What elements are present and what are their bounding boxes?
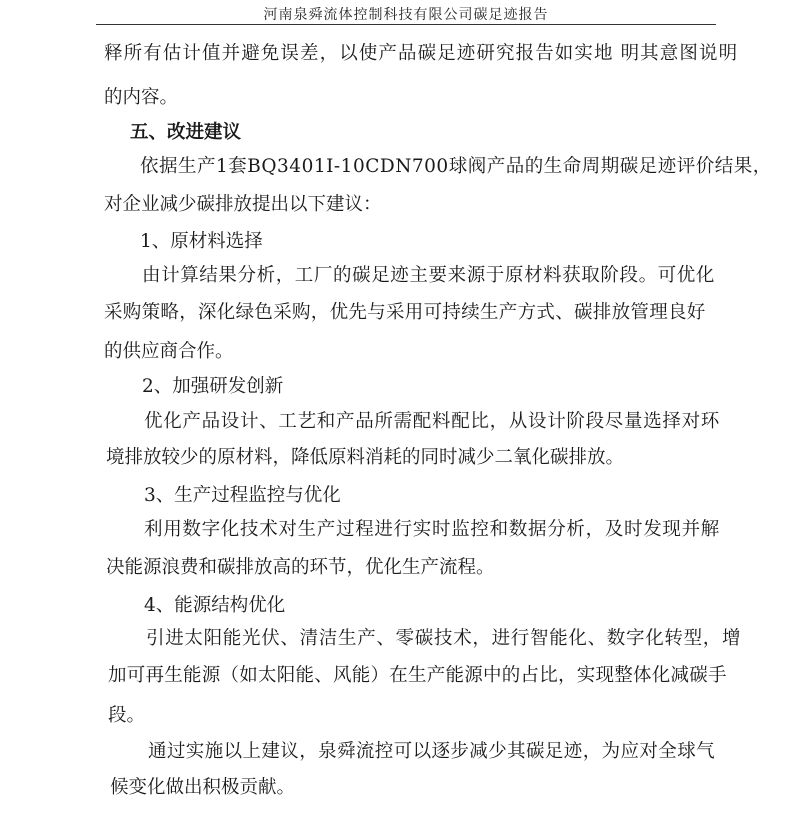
subsection-heading: 4、能源结构优化	[144, 595, 286, 616]
paragraph-line: 境排放较少的原材料，降低原料消耗的同时减少二氧化碳排放。	[106, 447, 625, 468]
subsection-heading: 3、生产过程监控与优化	[144, 485, 341, 506]
paragraph-line: 通过实施以上建议，泉舜流控可以逐步减少其碳足迹，为应对全球气	[148, 741, 716, 762]
paragraph-line: 利用数字化技术对生产过程进行实时监控和数据分析，及时发现并解	[144, 519, 721, 540]
paragraph-line: 候变化做出积极贡献。	[110, 777, 296, 798]
paragraph-line: 对企业减少碳排放提出以下建议：	[104, 194, 382, 215]
subsection-heading: 1、原材料选择	[140, 231, 263, 252]
paragraph-line: 的供应商合作。	[104, 341, 234, 362]
paragraph-line: 优化产品设计、工艺和产品所需配料配比，从设计阶段尽量选择对环	[144, 411, 721, 432]
paragraph-line: 加可再生能源（如太阳能、风能）在生产能源中的占比，实现整体化减碳手	[108, 665, 727, 686]
paragraph-line: 的内容。	[104, 87, 179, 108]
paragraph-line: 释所有估计值并避免误差，以使产品碳足迹研究报告如实地 明其意图说明	[104, 43, 739, 64]
paragraph-line: 段。	[108, 705, 146, 726]
paragraph-line: 引进太阳能光伏、清洁生产、零碳技术，进行智能化、数字化转型，增	[146, 628, 742, 649]
paragraph-line: 决能源浪费和碳排放高的环节，优化生产流程。	[106, 557, 495, 578]
paragraph-line: 由计算结果分析，工厂的碳足迹主要来源于原材料获取阶段。可优化	[142, 265, 716, 286]
paragraph-line: 依据生产1套BQ3401I-10CDN700球阀产品的生命周期碳足迹评价结果，	[140, 156, 772, 177]
section-heading: 五、改进建议	[130, 122, 242, 143]
page-header: 河南泉舜流体控制科技有限公司碳足迹报告	[96, 6, 716, 25]
subsection-heading: 2、加强研发创新	[142, 376, 284, 397]
paragraph-line: 采购策略，深化绿色采购，优先与采用可持续生产方式、碳排放管理良好	[104, 302, 706, 323]
